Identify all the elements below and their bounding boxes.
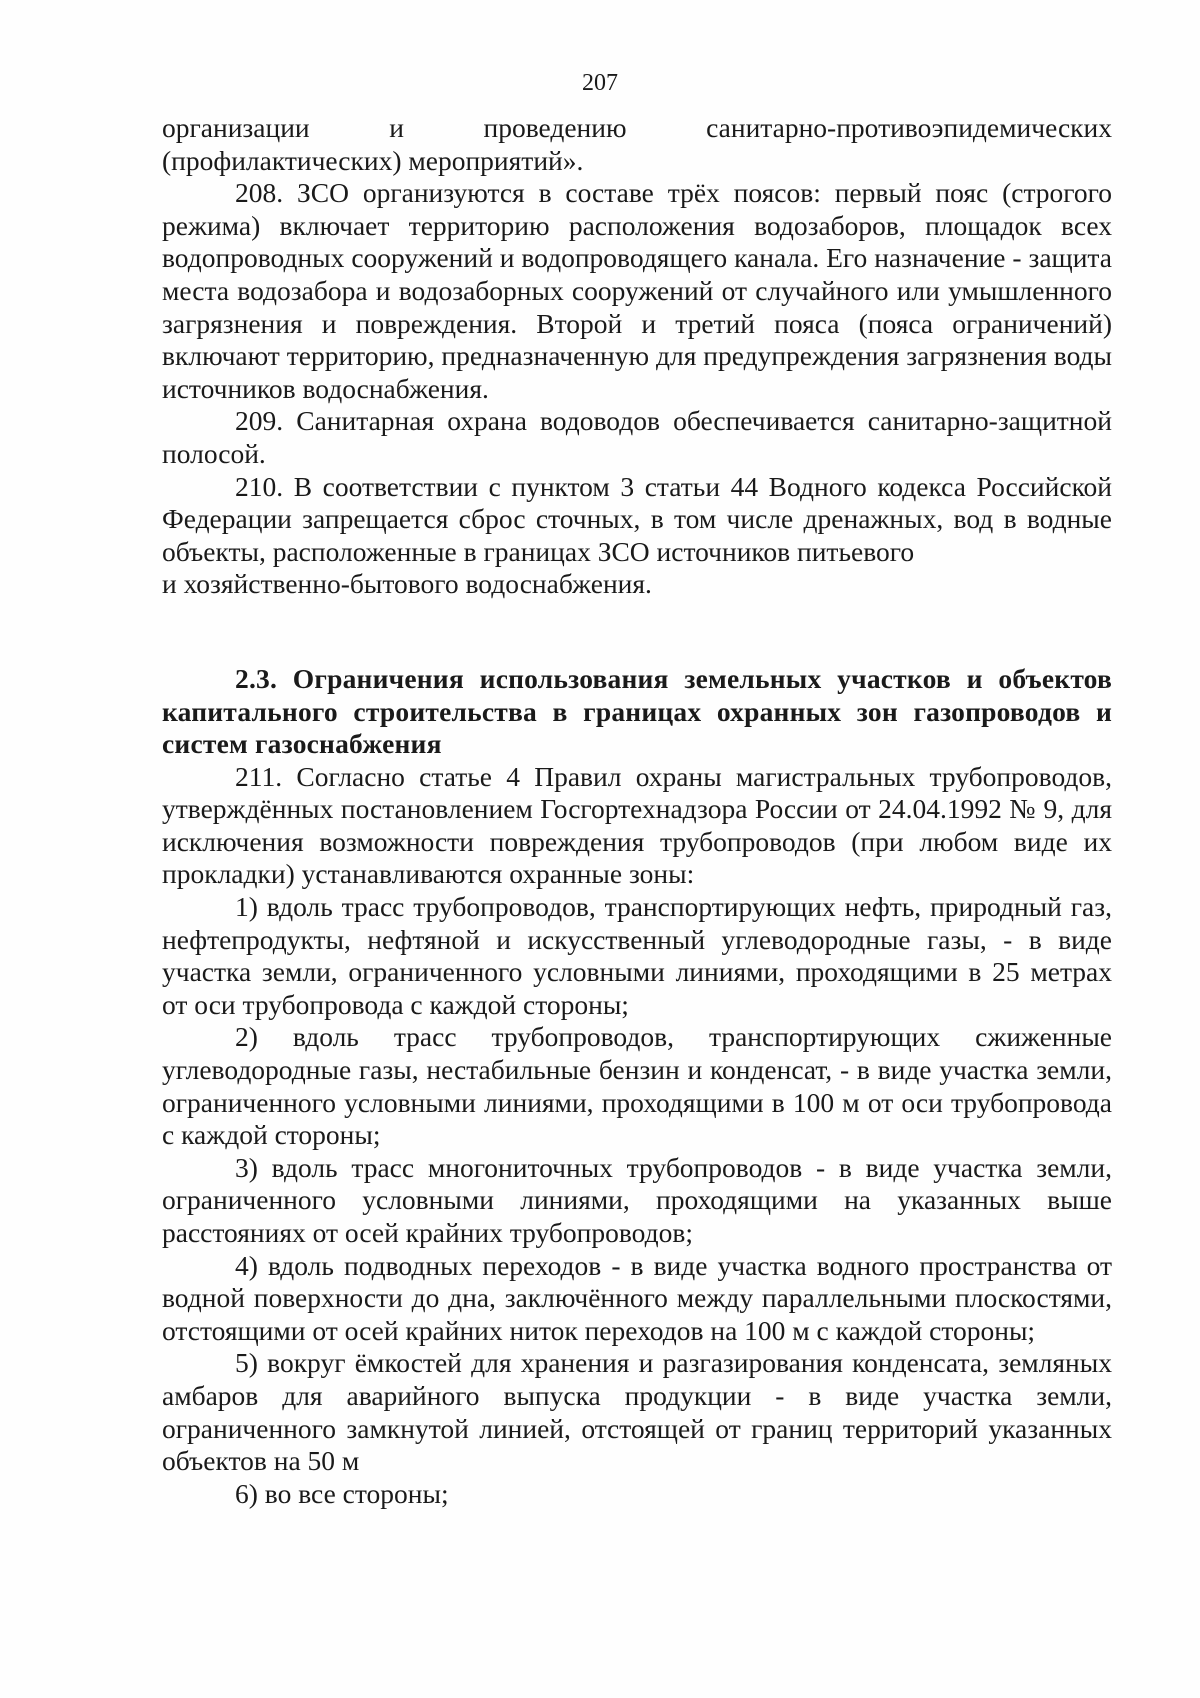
document-body	[162, 112, 1112, 1510]
list-item-6: 6) во все стороны;	[235, 1477, 449, 1509]
section-heading: 2.3. Ограничения использования земельных участков и объектов капитального строительства в границах охранных зон газопроводов и систем газоснабжения	[162, 662, 1112, 760]
list-item-4: 4) вдоль подводных переходов - в виде участка водного пространства от водной поверхности до дна, заключённого между параллельными плоскостями, отстоящими от осей крайних ниток переходов на 100 м с каждой стороны;	[162, 1249, 1112, 1346]
continuation-line-1: организации и проведению санитарно-противоэпидемических	[162, 112, 1112, 143]
list-item-1: 1) вдоль трасс трубопроводов, транспортирующих нефть, природный газ, нефтепродукты, нефтяной и искусственный углеводородные газы, - в виде участка земли, ограниченного условными линиями, проходящими в 25 метрах от оси трубопровода с каждой стороны;	[162, 891, 1112, 1020]
paragraph-208: 208. ЗСО организуются в составе трёх поясов: первый пояс (строгого режима) включает территорию расположения водозаборов, площадок всех водопроводных сооружений и водопроводящего канала. Его назначение - защита места водозабора и водозаборных сооружений от случайного или умышленного загрязнения и повреждения. Второй и третий пояса (пояса ограничений) включают территорию, предназначенную для предупреждения загрязнения воды источников водоснабжения.	[162, 177, 1112, 404]
paragraph-209: 209. Санитарная охрана водоводов обеспечивается санитарно-защитной полосой.	[162, 405, 1112, 469]
paragraph-210: 210. В соответствии с пунктом 3 статьи 44 Водного кодекса Российской Федерации запрещается сброс сточных, в том числе дренажных, вод в водные объекты, расположенные в границах ЗСО источников питьевого	[162, 470, 1112, 567]
paragraph-210-end: и хозяйственно-бытового водоснабжения.	[162, 568, 652, 600]
list-item-2: 2) вдоль трасс трубопроводов, транспортирующих сжиженные углеводородные газы, нестабильные бензин и конденсат, - в виде участка земли, ограниченного условными линиями, проходящими в 100 м от оси трубопровода с каждой стороны;	[162, 1021, 1112, 1151]
list-item-3: 3) вдоль трасс многониточных трубопроводов - в виде участка земли, ограниченного условными линиями, проходящими на указанных выше расстояниях от осей крайних трубопроводов;	[162, 1151, 1112, 1248]
list-item-5: 5) вокруг ёмкостей для хранения и разгазирования конденсата, земляных амбаров для аварийного выпуска продукции - в виде участка земли, ограниченного замкнутой линией, отстоящей от границ территорий указанных объектов на 50 м	[162, 1347, 1112, 1477]
continuation-line-2: (профилактических) мероприятий».	[162, 144, 584, 176]
paragraph-211: 211. Согласно статье 4 Правил охраны магистральных трубопроводов, утверждённых постановлением Госгортехнадзора России от 24.04.1992 № 9, для исключения возможности повреждения трубопроводов (при любом виде их прокладки) устанавливаются охранные зоны:	[162, 760, 1112, 890]
page-number: 207	[582, 70, 618, 96]
